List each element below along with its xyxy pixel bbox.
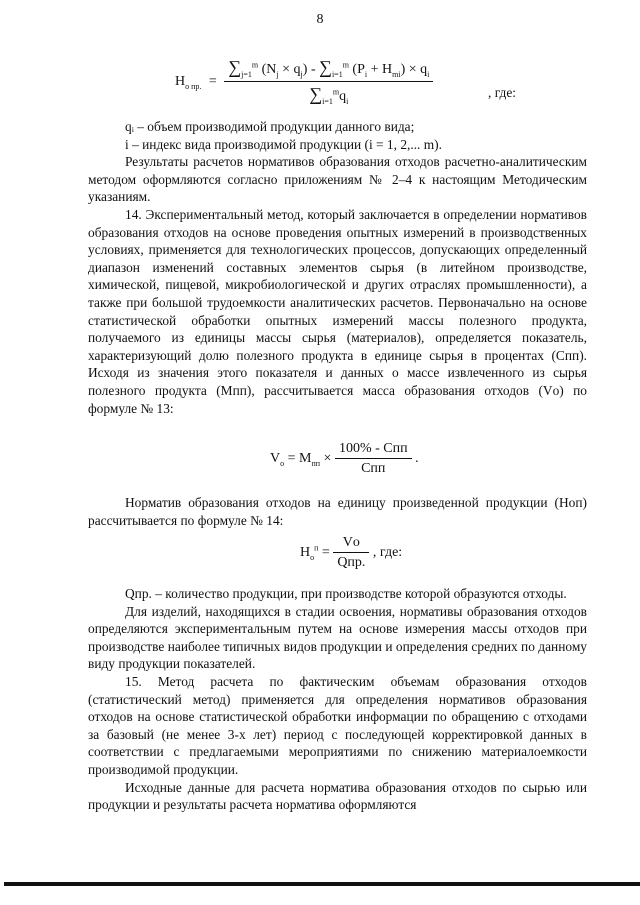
formula-13-denominator: Cпп (361, 461, 386, 476)
formula-14-lhs: $H_о^п$ = (300, 543, 330, 563)
text-block-1 (88, 118, 587, 417)
formula-numerator: $\sum_{j=1}^m$ $(N_j \times q_j) - \sum_{i=1}^m$ $(P_i + H_{mi}) \times q_i$ (224, 58, 433, 82)
paragraph-development: Для изделий, находящихся в стадии освоения, нормативы образования отходов определяются экспериментальным путем на основе измерения массы отходов при производстве наиболее типичных видов продукции и определения средних по данному виду продукции показателей. (88, 603, 587, 672)
formula-13-tail: . (415, 451, 419, 467)
formula-lhs: $Н_{о пр.}$ (175, 74, 202, 91)
bottom-rule (4, 882, 640, 886)
formula-13-numerator: 100% - Cпп (335, 442, 412, 459)
formula-fraction (224, 58, 433, 106)
formula-norm-top: $Н_{о пр.}$ = $\frac{\sum_{j=1}^m (N_j \times q_j) - \sum_{i=1}^m (P_i + H_{mi}) \times q_i}{\sum_{i=1}^mq_i}$ (175, 58, 433, 106)
definition-i: i – индекс вида производимой продукции (i = 1, 2,... m). (125, 136, 442, 152)
formula-14-tail: , где: (372, 545, 403, 561)
paragraph-15: 15. Метод расчета по фактическим объемам образования отходов (статистический метод) применяется для определения нормативов образования отходов на основе статистической обработки информации по обращению с отходами за базовый (не менее 3-х лет) период с последующей корректировкой данных в соответствии с предлагаемыми мероприятиями по снижению материалоемкости производимой продукции. (88, 673, 587, 777)
formula-14-denominator: Qпр. (337, 555, 366, 570)
paragraph-q: Qпр. – количество продукции, при производстве которой образуются отходы. (125, 586, 567, 601)
formula-14-fraction (333, 536, 369, 570)
text-block-2 (88, 494, 587, 529)
formula-13-fraction (335, 442, 412, 476)
formula-14 (300, 536, 402, 570)
text-block-3 (88, 585, 587, 814)
paragraph-results: Результаты расчетов нормативов образования отходов расчетно-аналитическим методом оформляются согласно приложениям № 2–4 к настоящим Методическим указаниям. (88, 154, 587, 205)
paragraph-last: Исходные данные для расчета норматива образования отходов по сырью или продукции и результаты расчета норматива оформляются (88, 779, 587, 813)
formula-13-lhs: $V_о = M_{пп}$ × (270, 451, 332, 469)
formula-tail: , где: (488, 85, 516, 100)
paragraph-14: 14. Экспериментальный метод, который заключается в определении нормативов образования отходов на основе проведения опытных измерений в производственных условиях, применяется для технологических процессов, допускающих определенный диапазон изменений составных элементов сырья (в литейном производстве, химической, пищевой, микробиологической и других отраслях промышленности), а также при большой трудоемкости аналитических расчетов. Первоначально на основе статистической обработки опытных измерений массы полезного продукта, получаемого из единицы массы сырья (материалов), определяется показатель, характеризующий долю полезного продукта в единице сырья в процентах (Cпп). Исходя из значения этого показателя и данных о массе извлеченного из сырья полезного продукта (Mпп), рассчитывается масса образования отходов (Vо) по формуле № 13: (88, 206, 587, 416)
paragraph-norm: Норматив образования отходов на единицу произведенной продукции (Hоп) рассчитывается по формуле № 14: (88, 495, 587, 528)
page-number: 8 (316, 12, 324, 27)
definition-q: qᵢ – объем производимой продукции данного вида; (125, 119, 415, 134)
formula-14-numerator: Vо (333, 536, 369, 553)
formula-denominator: $\sum_{i=1}^mq_i$ (309, 83, 349, 106)
formula-13 (270, 442, 419, 476)
